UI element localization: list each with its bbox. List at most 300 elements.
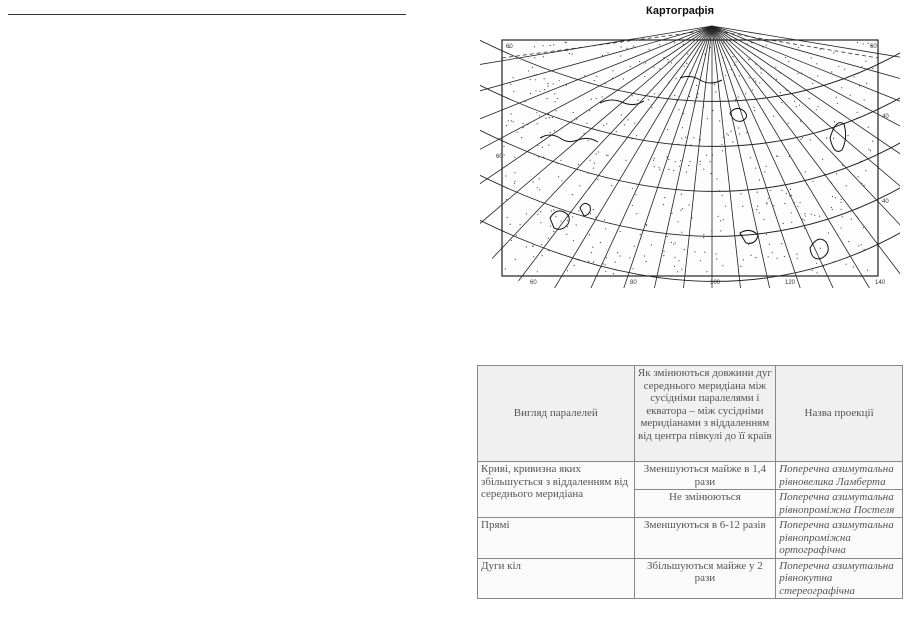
map-stipple bbox=[735, 99, 736, 100]
map-stipple bbox=[659, 167, 660, 168]
map-stipple bbox=[558, 176, 559, 177]
map-stipple bbox=[542, 255, 543, 256]
map-stipple bbox=[594, 80, 595, 81]
map-stipple bbox=[620, 55, 621, 56]
map-stipple bbox=[736, 61, 737, 62]
map-stipple bbox=[556, 110, 557, 111]
map-stipple bbox=[766, 45, 767, 46]
map-stipple bbox=[810, 139, 811, 140]
map-stipple bbox=[535, 90, 536, 91]
map-stipple bbox=[697, 93, 698, 94]
map-stipple bbox=[639, 61, 640, 62]
map-stipple bbox=[619, 255, 620, 256]
map-stipple bbox=[539, 91, 540, 92]
map-stipple bbox=[555, 216, 556, 217]
map-stipple bbox=[526, 213, 527, 214]
map-stipple bbox=[626, 48, 627, 49]
map-stipple bbox=[866, 83, 867, 84]
map-stipple bbox=[536, 112, 537, 113]
table-cell: Збільшуються майже у 2 рази bbox=[634, 558, 776, 599]
map-stipple bbox=[620, 231, 621, 232]
map-stipple bbox=[805, 215, 806, 216]
map-stipple bbox=[812, 83, 813, 84]
map-stipple bbox=[770, 190, 771, 191]
map-stipple bbox=[794, 101, 795, 102]
map-stipple bbox=[510, 224, 511, 225]
map-stipple bbox=[630, 66, 631, 67]
map-stipple bbox=[530, 93, 531, 94]
map-stipple bbox=[769, 244, 770, 245]
map-stipple bbox=[561, 221, 562, 222]
map-stipple bbox=[809, 98, 810, 99]
map-stipple bbox=[573, 240, 574, 241]
map-stipple bbox=[817, 272, 818, 273]
map-stipple bbox=[578, 210, 579, 211]
map-stipple bbox=[680, 160, 681, 161]
map-stipple bbox=[606, 155, 607, 156]
map-stipple bbox=[759, 179, 760, 180]
map-stipple bbox=[703, 234, 704, 235]
projection-map bbox=[480, 18, 900, 288]
map-stipple bbox=[868, 127, 869, 128]
map-stipple bbox=[783, 223, 784, 224]
map-stipple bbox=[513, 77, 514, 78]
map-stipple bbox=[766, 202, 767, 203]
map-stipple bbox=[629, 257, 630, 258]
map-stipple bbox=[534, 46, 535, 47]
map-stipple bbox=[557, 98, 558, 99]
map-stipple bbox=[646, 224, 647, 225]
table-cell: Дуги кіл bbox=[478, 558, 635, 599]
map-stipple bbox=[654, 166, 655, 167]
map-stipple bbox=[550, 45, 551, 46]
map-stipple bbox=[781, 243, 782, 244]
map-stipple bbox=[589, 160, 590, 161]
map-stipple bbox=[838, 66, 839, 67]
map-stipple bbox=[595, 217, 596, 218]
map-stipple bbox=[817, 106, 818, 107]
map-stipple bbox=[632, 268, 633, 269]
map-stipple bbox=[659, 44, 660, 45]
map-stipple bbox=[644, 76, 645, 77]
map-stipple bbox=[707, 118, 708, 119]
map-stipple bbox=[504, 154, 505, 155]
map-label-8: 140 bbox=[875, 280, 886, 286]
map-stipple bbox=[775, 67, 776, 68]
map-stipple bbox=[511, 120, 512, 121]
map-stipple bbox=[607, 155, 608, 156]
map-stipple bbox=[537, 145, 538, 146]
map-stipple bbox=[740, 266, 741, 267]
map-stipple bbox=[675, 161, 676, 162]
map-stipple bbox=[853, 266, 854, 267]
map-stipple bbox=[632, 188, 633, 189]
map-stipple bbox=[560, 160, 561, 161]
map-stipple bbox=[864, 185, 865, 186]
map-stipple bbox=[864, 249, 865, 250]
map-stipple bbox=[816, 263, 817, 264]
map-stipple bbox=[611, 185, 612, 186]
table-cell: Поперечна азимутальна рівнокутна стереографічна bbox=[776, 558, 903, 599]
map-stipple bbox=[591, 99, 592, 100]
map-stipple bbox=[555, 101, 556, 102]
map-label-5: 80 bbox=[630, 280, 637, 286]
map-stipple bbox=[546, 98, 547, 99]
table-row bbox=[478, 558, 903, 599]
map-stipple bbox=[784, 203, 785, 204]
map-stipple bbox=[628, 119, 629, 120]
map-stipple bbox=[678, 260, 679, 261]
map-stipple bbox=[510, 84, 511, 85]
map-stipple bbox=[757, 192, 758, 193]
map-stipple bbox=[833, 138, 834, 139]
map-stipple bbox=[645, 62, 646, 63]
table-cell: Поперечна азимутальна рівнопроміжна ортографічна bbox=[776, 518, 903, 559]
map-stipple bbox=[816, 63, 817, 64]
map-stipple bbox=[664, 197, 665, 198]
map-stipple bbox=[684, 66, 685, 67]
map-stipple bbox=[850, 95, 851, 96]
map-stipple bbox=[663, 251, 664, 252]
map-stipple bbox=[676, 78, 677, 79]
map-stipple bbox=[717, 178, 718, 179]
map-stipple bbox=[654, 158, 655, 159]
map-stipple bbox=[791, 222, 792, 223]
map-stipple bbox=[766, 166, 767, 167]
map-stipple bbox=[605, 83, 606, 84]
map-stipple bbox=[537, 214, 538, 215]
map-stipple bbox=[573, 112, 574, 113]
map-stipple bbox=[710, 173, 711, 174]
map-stipple bbox=[683, 113, 684, 114]
map-stipple bbox=[780, 92, 781, 93]
map-stipple bbox=[576, 224, 577, 225]
map-stipple bbox=[571, 54, 572, 55]
map-stipple bbox=[832, 209, 833, 210]
map-stipple bbox=[539, 115, 540, 116]
map-stipple bbox=[831, 71, 832, 72]
map-stipple bbox=[686, 172, 687, 173]
map-stipple bbox=[868, 149, 869, 150]
map-stipple bbox=[533, 256, 534, 257]
map-label-7: 120 bbox=[785, 280, 796, 286]
map-stipple bbox=[621, 46, 622, 47]
map-stipple bbox=[537, 123, 538, 124]
map-stipple bbox=[544, 78, 545, 79]
map-stipple bbox=[813, 181, 814, 182]
map-stipple bbox=[505, 268, 506, 269]
map-stipple bbox=[588, 261, 589, 262]
map-stipple bbox=[844, 69, 845, 70]
map-stipple bbox=[750, 157, 751, 158]
map-stipple bbox=[716, 258, 717, 259]
map-stipple bbox=[811, 214, 812, 215]
map-stipple bbox=[696, 85, 697, 86]
map-stipple bbox=[752, 90, 753, 91]
map-stipple bbox=[833, 52, 834, 53]
table-cell: Зменшуються в 6-12 разів bbox=[634, 518, 776, 559]
map-stipple bbox=[624, 124, 625, 125]
map-stipple bbox=[684, 249, 685, 250]
map-stipple bbox=[846, 264, 847, 265]
map-stipple bbox=[566, 234, 567, 235]
map-stipple bbox=[820, 49, 821, 50]
map-stipple bbox=[553, 44, 554, 45]
map-stipple bbox=[532, 67, 533, 68]
map-stipple bbox=[533, 181, 534, 182]
map-stipple bbox=[596, 98, 597, 99]
map-stipple bbox=[867, 270, 868, 271]
map-stipple bbox=[749, 77, 750, 78]
map-stipple bbox=[703, 169, 704, 170]
table-row bbox=[478, 518, 903, 559]
map-stipple bbox=[738, 96, 739, 97]
map-stipple bbox=[593, 168, 594, 169]
map-stipple bbox=[790, 189, 791, 190]
map-stipple bbox=[805, 171, 806, 172]
map-stipple bbox=[773, 205, 774, 206]
map-stipple bbox=[800, 202, 801, 203]
map-stipple bbox=[720, 230, 721, 231]
map-stipple bbox=[505, 175, 506, 176]
map-stipple bbox=[678, 109, 679, 110]
map-stipple bbox=[788, 61, 789, 62]
map-stipple bbox=[589, 110, 590, 111]
map-stipple bbox=[820, 248, 821, 249]
map-stipple bbox=[766, 234, 767, 235]
map-stipple bbox=[651, 107, 652, 108]
map-stipple bbox=[841, 199, 842, 200]
map-stipple bbox=[583, 133, 584, 134]
map-stipple bbox=[613, 273, 614, 274]
map-stipple bbox=[800, 139, 801, 140]
map-stipple bbox=[865, 61, 866, 62]
map-stipple bbox=[508, 120, 509, 121]
map-stipple bbox=[739, 133, 740, 134]
map-stipple bbox=[835, 197, 836, 198]
map-stipple bbox=[567, 226, 568, 227]
map-stipple bbox=[625, 160, 626, 161]
map-stipple bbox=[646, 261, 647, 262]
map-stipple bbox=[682, 127, 683, 128]
map-stipple bbox=[739, 75, 740, 76]
map-stipple bbox=[605, 271, 606, 272]
map-stipple bbox=[799, 105, 800, 106]
map-stipple bbox=[732, 142, 733, 143]
map-stipple bbox=[748, 244, 749, 245]
map-stipple bbox=[847, 135, 848, 136]
map-stipple bbox=[514, 172, 515, 173]
map-stipple bbox=[671, 62, 672, 63]
map-stipple bbox=[514, 183, 515, 184]
map-stipple bbox=[537, 271, 538, 272]
map-stipple bbox=[836, 173, 837, 174]
map-stipple bbox=[837, 103, 838, 104]
map-stipple bbox=[526, 246, 527, 247]
map-stipple bbox=[677, 221, 678, 222]
map-stipple bbox=[723, 219, 724, 220]
map-stipple bbox=[715, 91, 716, 92]
map-stipple bbox=[754, 110, 755, 111]
map-stipple bbox=[606, 257, 607, 258]
map-stipple bbox=[668, 169, 669, 170]
table-cell: Зменшуються майже в 1,4 рази bbox=[634, 462, 776, 490]
map-stipple bbox=[596, 76, 597, 77]
map-stipple bbox=[704, 252, 705, 253]
map-stipple bbox=[633, 46, 634, 47]
map-stipple bbox=[683, 44, 684, 45]
map-stipple bbox=[513, 121, 514, 122]
map-stipple bbox=[817, 75, 818, 76]
map-stipple bbox=[596, 153, 597, 154]
map-stipple bbox=[703, 237, 704, 238]
map-stipple bbox=[554, 130, 555, 131]
map-stipple bbox=[730, 131, 731, 132]
map-stipple bbox=[679, 166, 680, 167]
map-stipple bbox=[756, 209, 757, 210]
map-stipple bbox=[572, 216, 573, 217]
map-stipple bbox=[539, 189, 540, 190]
map-stipple bbox=[532, 246, 533, 247]
map-stipple bbox=[846, 185, 847, 186]
map-stipple bbox=[545, 118, 546, 119]
map-stipple bbox=[812, 270, 813, 271]
map-stipple bbox=[842, 216, 843, 217]
map-stipple bbox=[654, 67, 655, 68]
map-stipple bbox=[797, 258, 798, 259]
map-stipple bbox=[777, 156, 778, 157]
page-header: Картографія bbox=[645, 5, 715, 17]
map-stipple bbox=[743, 259, 744, 260]
map-stipple bbox=[603, 125, 604, 126]
map-stipple bbox=[753, 78, 754, 79]
map-stipple bbox=[567, 220, 568, 221]
map-stipple bbox=[764, 171, 765, 172]
column-header: Вигляд паралелей bbox=[478, 366, 635, 462]
map-stipple bbox=[773, 116, 774, 117]
map-stipple bbox=[784, 256, 785, 257]
map-stipple bbox=[634, 246, 635, 247]
map-stipple bbox=[537, 187, 538, 188]
map-stipple bbox=[671, 242, 672, 243]
map-stipple bbox=[598, 151, 599, 152]
map-stipple bbox=[697, 97, 698, 98]
map-label-3: 60 bbox=[496, 154, 503, 160]
map-stipple bbox=[728, 135, 729, 136]
map-stipple bbox=[738, 127, 739, 128]
map-stipple bbox=[600, 242, 601, 243]
map-stipple bbox=[857, 112, 858, 113]
map-stipple bbox=[732, 56, 733, 57]
map-stipple bbox=[632, 95, 633, 96]
map-stipple bbox=[781, 102, 782, 103]
map-stipple bbox=[520, 224, 521, 225]
map-stipple bbox=[804, 213, 805, 214]
map-stipple bbox=[772, 252, 773, 253]
map-stipple bbox=[832, 196, 833, 197]
map-stipple bbox=[535, 79, 536, 80]
map-stipple bbox=[841, 209, 842, 210]
map-stipple bbox=[548, 238, 549, 239]
map-stipple bbox=[714, 84, 715, 85]
map-stipple bbox=[851, 219, 852, 220]
map-stipple bbox=[841, 227, 842, 228]
table-cell: Поперечна азимутальна рівнопроміжна Постеля bbox=[776, 490, 903, 518]
map-stipple bbox=[553, 83, 554, 84]
map-stipple bbox=[593, 262, 594, 263]
map-stipple bbox=[800, 121, 801, 122]
map-stipple bbox=[644, 255, 645, 256]
map-stipple bbox=[607, 52, 608, 53]
map-stipple bbox=[654, 93, 655, 94]
map-stipple bbox=[776, 258, 777, 259]
map-stipple bbox=[667, 59, 668, 60]
map-stipple bbox=[764, 219, 765, 220]
map-stipple bbox=[858, 176, 859, 177]
map-stipple bbox=[719, 120, 720, 121]
map-stipple bbox=[636, 135, 637, 136]
map-stipple bbox=[759, 212, 760, 213]
map-stipple bbox=[663, 255, 664, 256]
map-stipple bbox=[722, 265, 723, 266]
map-stipple bbox=[597, 179, 598, 180]
map-stipple bbox=[791, 195, 792, 196]
map-stipple bbox=[651, 244, 652, 245]
page-rule bbox=[8, 14, 406, 15]
map-stipple bbox=[868, 43, 869, 44]
map-stipple bbox=[550, 132, 551, 133]
map-stipple bbox=[506, 199, 507, 200]
map-stipple bbox=[689, 161, 690, 162]
map-stipple bbox=[503, 146, 504, 147]
map-label-1: 60 bbox=[506, 44, 513, 50]
map-stipple bbox=[864, 99, 865, 100]
map-stipple bbox=[788, 123, 789, 124]
map-stipple bbox=[561, 180, 562, 181]
map-stipple bbox=[554, 93, 555, 94]
map-stipple bbox=[590, 213, 591, 214]
map-stipple bbox=[681, 232, 682, 233]
map-stipple bbox=[605, 228, 606, 229]
map-stipple bbox=[521, 137, 522, 138]
map-stipple bbox=[836, 97, 837, 98]
map-stipple bbox=[746, 132, 747, 133]
map-stipple bbox=[755, 81, 756, 82]
map-stipple bbox=[621, 114, 622, 115]
column-header: Як змінюються довжини дуг середнього меридіана між сусідніми паралелями і екватора – між сусідніми меридіанами з віддаленням від центра півкулі до її країв bbox=[634, 366, 776, 462]
projections-table bbox=[477, 365, 903, 599]
map-stipple bbox=[798, 73, 799, 74]
map-stipple bbox=[602, 96, 603, 97]
map-stipple bbox=[602, 55, 603, 56]
map-stipple bbox=[834, 121, 835, 122]
map-stipple bbox=[819, 216, 820, 217]
map-stipple bbox=[540, 211, 541, 212]
map-stipple bbox=[694, 251, 695, 252]
map-stipple bbox=[749, 59, 750, 60]
map-stipple bbox=[659, 169, 660, 170]
map-stipple bbox=[685, 137, 686, 138]
map-stipple bbox=[710, 161, 711, 162]
map-stipple bbox=[517, 132, 518, 133]
map-stipple bbox=[559, 80, 560, 81]
table-cell: Не змінюються bbox=[634, 490, 776, 518]
map-stipple bbox=[802, 137, 803, 138]
map-stipple bbox=[722, 195, 723, 196]
map-stipple bbox=[721, 144, 722, 145]
map-stipple bbox=[636, 213, 637, 214]
map-stipple bbox=[768, 256, 769, 257]
